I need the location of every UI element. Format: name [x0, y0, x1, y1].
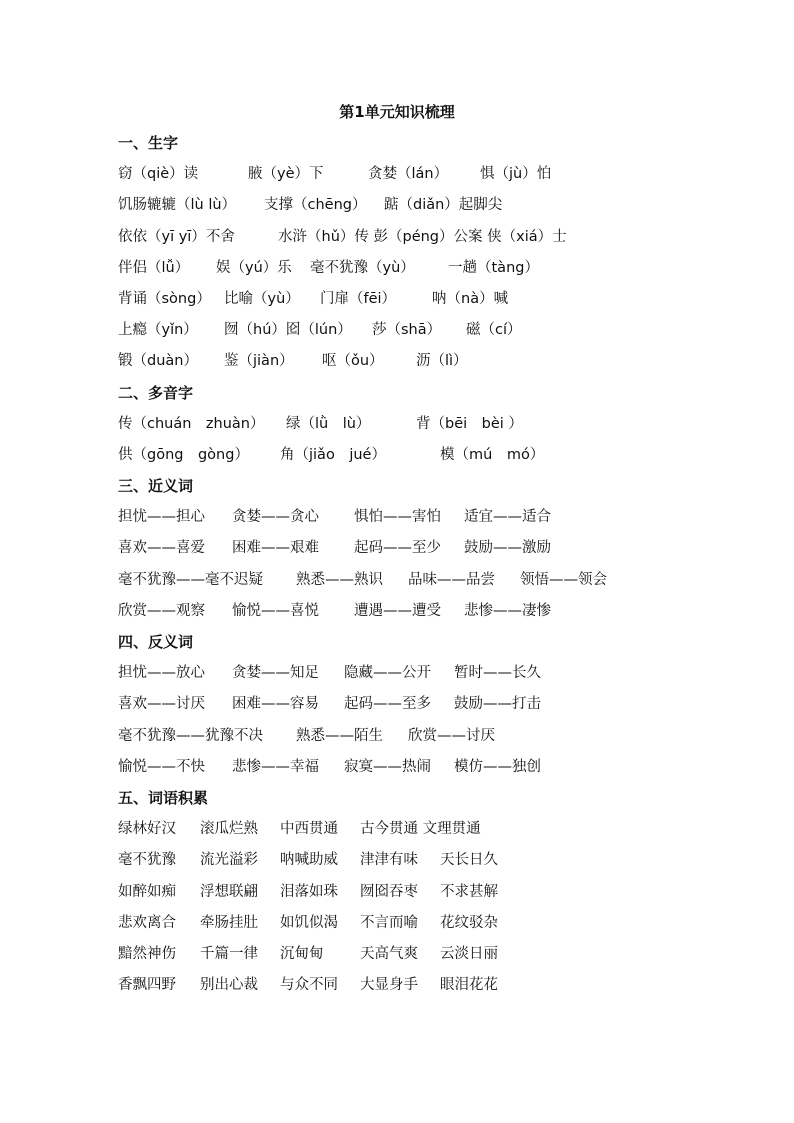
- row-item: 上瘾（yǐn）: [118, 322, 198, 339]
- content-row: [118, 757, 678, 788]
- row-item: 莎（shā）: [372, 322, 442, 339]
- row-item: 熟悉——熟识: [296, 571, 383, 588]
- row-item: 毫不犹豫: [118, 852, 176, 869]
- row-item: 滚瓜烂熟: [200, 821, 258, 838]
- row-item: 门扉（fēi）: [320, 290, 397, 307]
- row-item: 呕（ǒu）: [322, 353, 384, 370]
- row-item: 担忧——担心: [118, 509, 205, 526]
- row-item: 供（gōng gòng）: [118, 446, 249, 463]
- row-item: 鼓励——打击: [454, 696, 541, 713]
- row-item: 黯然神伤: [118, 945, 176, 962]
- section-heading: 二、多音字: [118, 383, 194, 402]
- row-item: 天高气爽: [360, 945, 418, 962]
- row-item: 呐喊助威: [280, 852, 338, 869]
- row-item: 不求甚解: [440, 883, 498, 900]
- row-item: 模（mú mó）: [440, 446, 545, 463]
- row-item: 津津有味: [360, 852, 418, 869]
- row-item: 囫囵吞枣: [360, 883, 418, 900]
- row-item: 水浒（hǔ）传 彭（péng）公案 侠（xiá）士: [278, 228, 567, 245]
- page-title: 第1单元知识梳理: [339, 103, 455, 121]
- row-item: 传（chuán zhuàn）: [118, 415, 265, 432]
- row-item: 困难——容易: [232, 696, 319, 713]
- row-item: 锻（duàn）: [118, 353, 198, 370]
- row-item: 沥（lì）: [416, 353, 468, 370]
- row-item: 欣赏——观察: [118, 602, 205, 619]
- row-item: 背（bēi bèi ）: [416, 415, 523, 432]
- row-item: 暂时——长久: [454, 665, 541, 682]
- content-row: [118, 538, 678, 569]
- row-item: 角（jiǎo jué）: [280, 446, 386, 463]
- row-item: 背诵（sòng）: [118, 290, 211, 307]
- row-item: 腋（yè）下: [248, 166, 324, 183]
- section-heading: 五、词语积累: [118, 788, 209, 807]
- content-row: [118, 694, 678, 725]
- content-row: [118, 414, 678, 445]
- row-item: 贪婪（lán）: [368, 166, 449, 183]
- document-body: [118, 133, 678, 1006]
- row-item: 踮（diǎn）起脚尖: [384, 197, 503, 214]
- content-row: [118, 507, 678, 538]
- content-row: [118, 445, 678, 476]
- row-item: 起码——至多: [344, 696, 431, 713]
- content-row: [118, 663, 678, 694]
- row-item: 欣赏——讨厌: [408, 727, 495, 744]
- content-row: [118, 882, 678, 913]
- content-row: [118, 227, 678, 258]
- row-item: 绿林好汉: [118, 821, 176, 838]
- row-item: 眼泪花花: [440, 977, 498, 994]
- row-item: 伴侣（lǚ）: [118, 259, 190, 276]
- row-item: 一趟（tàng）: [448, 259, 539, 276]
- row-item: 香飘四野: [118, 977, 176, 994]
- section-heading: 四、反义词: [118, 633, 194, 651]
- row-item: 云淡日丽: [440, 945, 498, 962]
- content-row: [118, 164, 678, 195]
- row-item: 古今贯通 文理贯通: [360, 821, 481, 838]
- row-item: 支撑（chēng）: [264, 197, 367, 214]
- row-item: 寂寞——热闹: [344, 758, 431, 775]
- row-item: 起码——至少: [354, 540, 441, 557]
- row-item: 惧怕——害怕: [354, 509, 441, 526]
- content-row: [118, 944, 678, 975]
- row-item: 熟悉——陌生: [296, 727, 383, 744]
- row-item: 毫不犹豫——毫不迟疑: [118, 571, 263, 588]
- row-item: 模仿——独创: [454, 758, 541, 775]
- row-item: 贪婪——知足: [232, 665, 319, 682]
- row-item: 惧（jù）怕: [480, 166, 552, 183]
- content-row: [118, 913, 678, 944]
- row-item: 浮想联翩: [200, 883, 258, 900]
- content-row: [118, 819, 678, 850]
- row-item: 悲欢离合: [118, 914, 176, 931]
- content-row: [118, 258, 678, 289]
- content-row: [118, 289, 678, 320]
- row-item: 大显身手: [360, 977, 418, 994]
- row-item: 愉悦——不快: [118, 758, 205, 775]
- row-item: 毫不犹豫——犹豫不决: [118, 727, 263, 744]
- row-item: 不言而喻: [360, 914, 418, 931]
- row-item: 遭遇——遭受: [354, 602, 441, 619]
- row-item: 泪落如珠: [280, 883, 338, 900]
- row-item: 困难——艰难: [232, 540, 319, 557]
- row-item: 流光溢彩: [200, 852, 258, 869]
- row-item: 中西贯通: [280, 821, 338, 838]
- row-item: 呐（nà）喊: [432, 290, 509, 307]
- row-item: 愉悦——喜悦: [232, 602, 319, 619]
- row-item: 隐藏——公开: [344, 665, 431, 682]
- row-item: 品味——品尝: [408, 571, 495, 588]
- row-item: 娱（yú）乐: [216, 259, 292, 276]
- content-row: [118, 726, 678, 757]
- row-item: 如饥似渴: [280, 914, 338, 931]
- row-item: 牵肠挂肚: [200, 914, 258, 931]
- content-row: [118, 850, 678, 881]
- row-item: 绿（lǜ lù）: [286, 415, 371, 432]
- row-item: 喜欢——喜爱: [118, 540, 205, 557]
- content-row: [118, 320, 678, 351]
- row-item: 毫不犹豫（yù）: [310, 259, 415, 276]
- content-row: [118, 570, 678, 601]
- content-row: [118, 601, 678, 632]
- content-row: [118, 975, 678, 1006]
- row-item: 沉甸甸: [280, 945, 324, 962]
- row-item: 鼓励——激励: [464, 540, 551, 557]
- row-item: 依依（yī yī）不舍: [118, 228, 235, 245]
- row-item: 如醉如痴: [118, 883, 176, 900]
- row-item: 担忧——放心: [118, 665, 205, 682]
- row-item: 囫（hú）囵（lún）: [224, 322, 352, 339]
- row-item: 鉴（jiàn）: [224, 353, 294, 370]
- row-item: 磁（cí）: [466, 322, 522, 339]
- row-item: 适宜——适合: [464, 509, 551, 526]
- content-row: [118, 195, 678, 226]
- section-heading: 三、近义词: [118, 477, 194, 496]
- row-item: 千篇一律: [200, 945, 258, 962]
- row-item: 花纹驳杂: [440, 914, 498, 931]
- row-item: 悲惨——凄惨: [464, 602, 551, 619]
- row-item: 悲惨——幸福: [232, 758, 319, 775]
- row-item: 别出心裁: [200, 977, 258, 994]
- row-item: 与众不同: [280, 977, 338, 994]
- section-heading: 一、生字: [118, 134, 179, 152]
- row-item: 喜欢——讨厌: [118, 696, 205, 713]
- content-row: [118, 351, 678, 382]
- row-item: 窃（qiè）读: [118, 166, 199, 183]
- row-item: 饥肠辘辘（lù lù）: [118, 197, 237, 214]
- row-item: 天长日久: [440, 852, 498, 869]
- row-item: 贪婪——贪心: [232, 509, 319, 526]
- row-item: 比喻（yù）: [224, 290, 300, 307]
- row-item: 领悟——领会: [520, 571, 607, 588]
